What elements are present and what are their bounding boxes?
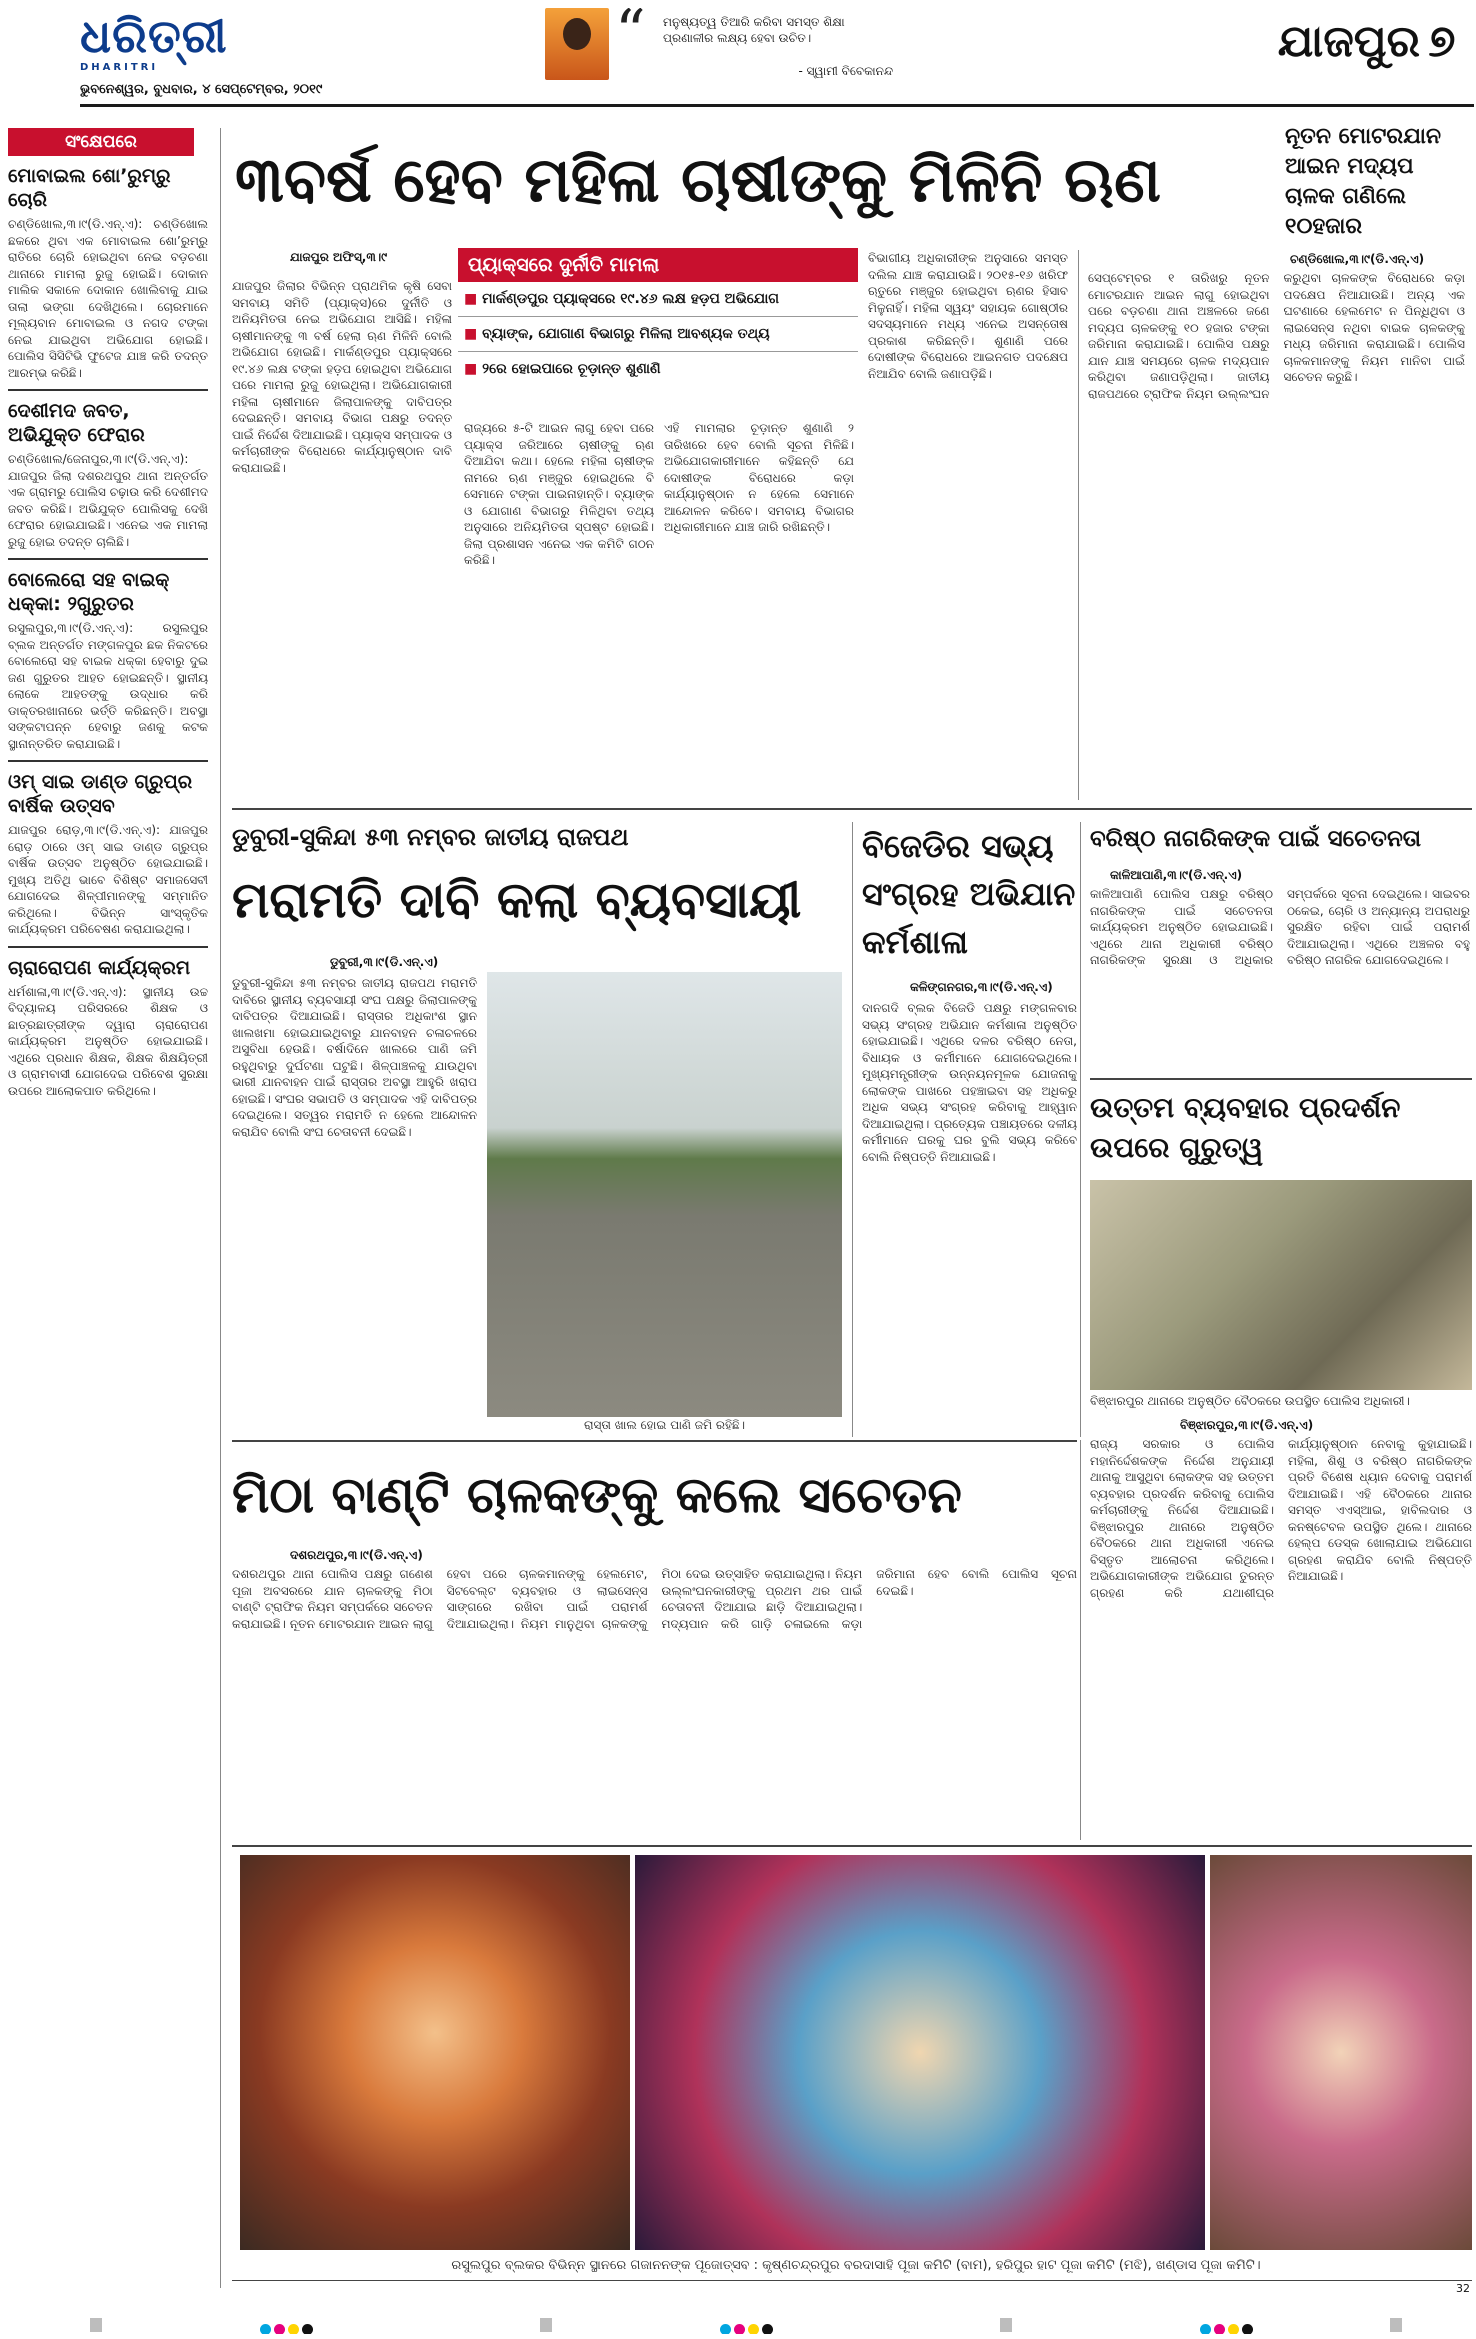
brief-title: ମୋବାଇଲ ଶୋ’ରୁମ୍‌ରୁ ଚୋରି — [8, 165, 171, 211]
masthead-logo — [80, 10, 240, 80]
fact-box-point — [458, 317, 858, 352]
color-registration-dots — [720, 2320, 790, 2334]
bjd-body: ଦାନଗଦି ବ୍ଲକ ବିଜେଡି ପକ୍ଷରୁ ମଙ୍ଗଳବାର ସଭ୍ୟ ସଂଗ୍ରହ ଅଭିଯାନ କର୍ମଶାଳା ଅନୁଷ୍ଠିତ ହୋଇଯାଇଛି। ଏଥିରେ ଦଳର ବରିଷ୍ଠ ନେତା, ବିଧାୟକ ଓ କର୍ମୀମାନେ ଯୋଗଦେଇଥିଲେ। ମୁଖ୍ୟମନ୍ତ୍ରୀଙ୍କ ଉନ୍ନୟନମୂଳକ ଯୋଜନାକୁ ଲୋକଙ୍କ ପାଖରେ ପହଞ୍ଚାଇବା ସହ ଅଧିକରୁ ଅଧିକ ସଭ୍ୟ ସଂଗ୍ରହ କରିବାକୁ ଆହ୍ୱାନ ଦିଆଯାଇଥିଲା। ପ୍ରତ୍ୟେକ ପଞ୍ଚାୟତରେ ଦଳୀୟ କର୍ମୀମାନେ ଘରକୁ ଘର ବୁଲି ସଭ୍ୟ କରିବେ ବୋଲି ନିଷ୍ପତ୍ତି ନିଆଯାଇଛି। — [862, 1001, 1077, 1164]
registration-dot — [1228, 2324, 1239, 2334]
pothole-road-photo — [487, 972, 842, 1417]
registration-block — [1390, 2318, 1402, 2332]
column-divider — [1080, 822, 1081, 1437]
conduct-headline: ଉତ୍ତମ ବ୍ୟବହାର ପ୍ରଦର୍ଶନ ଉପରେ ଗୁରୁତ୍ୱ — [1090, 1091, 1401, 1164]
registration-block — [540, 2318, 552, 2332]
police-meeting-photo — [1090, 1180, 1472, 1390]
brief-divider — [8, 760, 208, 762]
brief-item — [8, 956, 208, 1100]
motor-headline: ନୂତନ ମୋଟରଯାନ ଆଇନ ମଦ୍ୟପ ଚାଳକ ଗଣିଲେ ୧୦ହଜାର — [1285, 124, 1442, 239]
ganesh-idol-photo-right — [1210, 1855, 1472, 2250]
dateline: ଭୁବନେଶ୍ୱର, ବୁଧବାର, ୪ ସେପ୍ଟେମ୍ବର, ୨୦୧୯ — [80, 82, 323, 97]
brief-item — [8, 770, 208, 938]
brief-body: ଯାଜପୁର ରୋଡ଼,୩।୯(ଡି.ଏନ୍‌.ଏ): ଯାଜପୁର ରୋଡ଼ ଠାରେ ଓମ୍ ସାଇ ଡାଣ୍ଡ ଗ୍ରୁପ୍‌ର ବାର୍ଷିକ ଉତ୍ସବ ଅନୁଷ୍ଠିତ ହୋଇଯାଇଛି। ମୁଖ୍ୟ ଅତିଥି ଭାବେ ବିଶିଷ୍ଟ ସମାଜସେବୀ ଯୋଗଦେଇ ଶିଳ୍ପୀମାନଙ୍କୁ ସମ୍ମାନିତ କରିଥିଲେ। ବିଭିନ୍ନ ସାଂସ୍କୃତିକ କାର୍ଯ୍ୟକ୍ରମ ପରିବେଷଣ କରାଯାଇଥିଲା। — [8, 823, 208, 936]
registration-dot — [260, 2324, 271, 2334]
bjd-byline: କଳିଙ୍ଗନଗର,୩।୯(ଡି.ଏନ୍‌.ଏ) — [910, 980, 1053, 994]
registration-dot — [288, 2324, 299, 2334]
quote-mark-icon: “ — [615, 8, 646, 67]
registration-dot — [274, 2324, 285, 2334]
brief-title: ଦେଶୀମଦ ଜବତ, ଅଭିଯୁକ୍ତ ଫେରାର — [8, 400, 145, 446]
briefs-section-tag: ସଂକ୍ଷେପରେ — [8, 128, 194, 156]
briefs-column — [8, 128, 208, 2328]
conduct-photo-caption: ବିଞ୍ଝାରପୁର ଥାନାରେ ଅନୁଷ୍ଠିତ ବୈଠକରେ ଉପସ୍ଥିତ ପୋଲିସ ଅଧିକାରୀ। — [1090, 1394, 1410, 1408]
registration-dot — [762, 2324, 773, 2334]
lead-body-col1: ଯାଜପୁର ଜିଲାର ବିଭିନ୍ନ ପ୍ରାଥମିକ କୃଷି ସେବା ସମବାୟ ସମିତି (ପ୍ୟାକ୍ସ)ରେ ଦୁର୍ନୀତି ଓ ଅନିୟମିତତା ନେଇ ଅଭିଯୋଗ ଆସିଛି। ମହିଳା ଚାଷୀମାନଙ୍କୁ ୩ ବର୍ଷ ହେଲା ଋଣ ମିଳିନି ବୋଲି ଅଭିଯୋଗ ହୋଇଛି। ମାର୍କଣ୍ଡପୁର ପ୍ୟାକ୍ସରେ ୧୯.୪୬ ଲକ୍ଷ ଟଙ୍କା ହଡ଼ପ ହୋଇଥିବା ଅଭିଯୋଗ ପରେ ମାମଲା ରୁଜୁ ହୋଇଥିଲା। ଅଭିଯୋଗକାରୀ ମହିଳା ଚାଷୀମାନେ ଜିଲାପାଳଙ୍କୁ ଦାବିପତ୍ର ଦେଇଛନ୍ତି। ସମବାୟ ବିଭାଗ ପକ୍ଷରୁ ତଦନ୍ତ ପାଇଁ ନିର୍ଦ୍ଦେଶ ଦିଆଯାଇଛି। ପ୍ୟାକ୍ସ ସମ୍ପାଦକ ଓ କର୍ମଚାରୀଙ୍କ ବିରୋଧରେ କାର୍ଯ୍ୟାନୁଷ୍ଠାନ ଦାବି କରାଯାଇଛି। — [232, 279, 452, 475]
sheet-number: 32 — [1456, 2282, 1470, 2295]
logo-text: ଧରିତ୍ରୀ — [80, 10, 228, 63]
square-bullet-icon: ■ — [464, 326, 483, 342]
lead-fact-box — [458, 248, 858, 408]
masthead-rule — [80, 104, 1474, 107]
column-divider — [1078, 250, 1079, 800]
brief-item — [8, 568, 208, 752]
brief-body: ଚଣ୍ଡିଖୋଲ,୩।୯(ଡି.ଏନ୍‌.ଏ): ଚଣ୍ଡିଖୋଲ ଛକରେ ଥିବା ଏକ ମୋବାଇଲ ଶୋ’ରୁମ୍‌ରୁ ରାତିରେ ଚୋରି ହୋଇଥିବା ନେଇ ବଡ଼ଚଣା ଥାନାରେ ମାମଲା ରୁଜୁ ହୋଇଛି। ଦୋକାନ ମାଲିକ ସକାଳେ ଦୋକାନ ଖୋଲିବାକୁ ଯାଇ ତାଲା ଭଙ୍ଗା ଦେଖିଥିଲେ। ଚୋରମାନେ ମୂଲ୍ୟବାନ ମୋବାଇଲ ଓ ନଗଦ ଟଙ୍କା ନେଇ ଯାଇଥିବା ଅଭିଯୋଗ ହୋଇଛି। ପୋଲିସ ସିସିଟିଭି ଫୁଟେଜ ଯାଞ୍ଚ କରି ତଦନ୍ତ ଆରମ୍ଭ କରିଛି। — [8, 217, 208, 380]
square-bullet-icon: ■ — [464, 361, 483, 377]
conduct-body: ରାଜ୍ୟ ସରକାର ଓ ପୋଲିସ ମହାନିର୍ଦ୍ଦେଶକଙ୍କ ନିର୍ଦ୍ଦେଶ ଅନୁଯାୟୀ ଥାନାକୁ ଆସୁଥିବା ଲୋକଙ୍କ ସହ ଉତ୍ତମ ବ୍ୟବହାର ପ୍ରଦର୍ଶନ କରିବାକୁ ପୋଲିସ କର୍ମଚାରୀଙ୍କୁ ନିର୍ଦ୍ଦେଶ ଦିଆଯାଇଛି। ବିଞ୍ଝାରପୁର ଥାନାରେ ଅନୁଷ୍ଠିତ ବୈଠକରେ ଥାନା ଅଧିକାରୀ ଏନେଇ ବିସ୍ତୃତ ଆଲୋଚନା କରିଥିଲେ। ଅଭିଯୋଗକାରୀଙ୍କ ଅଭିଯୋଗ ତୁରନ୍ତ ଗ୍ରହଣ କରି ଯଥାଶୀଘ୍ର କାର୍ଯ୍ୟାନୁଷ୍ଠାନ ନେବାକୁ କୁହାଯାଇଛି। ମହିଳା, ଶିଶୁ ଓ ବରିଷ୍ଠ ନାଗରିକଙ୍କ ପ୍ରତି ବିଶେଷ ଧ୍ୟାନ ଦେବାକୁ ପରାମର୍ଶ ଦିଆଯାଇଛି। ଏହି ବୈଠକରେ ଥାନାର ସମସ୍ତ ଏଏସ୍‌ଆଇ, ହାବିଲଦାର ଓ କନଷ୍ଟେବଳ ଉପସ୍ଥିତ ଥିଲେ। ଥାନାରେ ହେଲ୍ପ ଡେସ୍କ ଖୋଲାଯାଇ ଅଭିଯୋଗ ଗ୍ରହଣ କରାଯିବ ବୋଲି ନିଷ୍ପତ୍ତି ନିଆଯାଇଛି। — [1090, 1437, 1472, 1600]
brief-divider — [8, 558, 208, 560]
fact-point-text: ୨ରେ ହୋଇପାରେ ଚୂଡ଼ାନ୍ତ ଶୁଣାଣି — [482, 361, 661, 377]
lead-headline: ୩ବର୍ଷ ହେବ ମହିଳା ଚାଷୀଙ୍କୁ ମିଳିନି ଋଣ — [235, 143, 1161, 216]
motor-body: ସେପ୍ଟେମ୍ବର ୧ ତାରିଖରୁ ନୂତନ ମୋଟରଯାନ ଆଇନ ଲାଗୁ ହୋଇଥିବା ପରେ ବଡ଼ଚଣା ଥାନା ଅଞ୍ଚଳରେ ଜଣେ ମଦ୍ୟପ ଚାଳକଙ୍କୁ ୧୦ ହଜାର ଟଙ୍କା ଜରିମାନା କରାଯାଇଛି। ପୋଲିସ ପକ୍ଷରୁ ଯାନ ଯାଞ୍ଚ ସମୟରେ ଚାଳକ ମଦ୍ୟପାନ କରିଥିବା ଜଣାପଡ଼ିଥିଲା। ଜାତୀୟ ରାଜପଥରେ ଟ୍ରାଫିକ ନିୟମ ଉଲ୍ଲଂଘନ କରୁଥିବା ଚାଳକଙ୍କ ବିରୋଧରେ କଡ଼ା ପଦକ୍ଷେପ ନିଆଯାଉଛି। ଅନ୍ୟ ଏକ ଘଟଣାରେ ହେଲମେଟ ନ ପିନ୍ଧିଥିବା ଓ ଲାଇସେନ୍ସ ନଥିବା ବାଇକ ଚାଳକଙ୍କୁ ମଧ୍ୟ ଜରିମାନା କରାଯାଇଛି। ପୋଲିସ ଚାଳକମାନଙ୍କୁ ନିୟମ ମାନିବା ପାଇଁ ସଚେତନ କରୁଛି। — [1088, 271, 1465, 401]
motor-byline: ଚଣ୍ଡିଖୋଲ,୩।୯(ଡି.ଏନ୍‌.ଏ) — [1290, 252, 1425, 266]
section-rule — [232, 1845, 1472, 1847]
road-kicker: ଡୁବୁରୀ-ସୁକିନ୍ଦା ୫୩ ନମ୍ବର ଜାତୀୟ ରାଜପଥ — [232, 823, 629, 851]
color-registration-dots — [260, 2320, 330, 2334]
lead-body-col2: ରାଜ୍ୟରେ ୫-ଟି ଆଇନ ଲାଗୁ ହେବା ପରେ ପ୍ୟାକ୍ସ ଜରିଆରେ ଚାଷୀଙ୍କୁ ଋଣ ଦିଆଯିବା କଥା। ହେଲେ ମହିଳା ଚାଷୀଙ୍କ ନାମରେ ଋଣ ମଞ୍ଜୁର ହୋଇଥିଲେ ବି ସେମାନେ ଟଙ୍କା ପାଇନାହାନ୍ତି। ବ୍ୟାଙ୍କ ଓ ଯୋଗାଣ ବିଭାଗରୁ ମିଳିଥିବା ତଥ୍ୟ ଅନୁସାରେ ଅନିୟମିତତା ସ୍ପଷ୍ଟ ହୋଇଛି। ଜିଲା ପ୍ରଶାସନ ଏନେଇ ଏକ କମିଟି ଗଠନ କରିଛି। — [464, 421, 654, 567]
registration-block — [1000, 2318, 1012, 2332]
road-byline: ଡୁବୁରୀ,୩।୯(ଡି.ଏନ୍‌.ଏ) — [330, 955, 439, 969]
registration-dot — [734, 2324, 745, 2334]
ganesh-idol-photo-middle — [635, 1855, 1205, 2250]
column-divider — [1080, 1440, 1081, 1840]
ganesh-idol-photo-left — [240, 1855, 630, 2250]
registration-dot — [1242, 2324, 1253, 2334]
brief-title: ବୋଲେରୋ ସହ ବାଇକ୍ ଧକ୍କା: ୨ଗୁରୁତର — [8, 569, 170, 615]
quote-text: ମନୁଷ୍ୟତ୍ୱ ତିଆରି କରିବା ସମସ୍ତ ଶିକ୍ଷା ପ୍ରଣାଳୀର ଲକ୍ଷ୍ୟ ହେବା ଉଚିତ। — [663, 15, 845, 45]
brief-body: ରସୁଲପୁର,୩।୯(ଡି.ଏନ୍‌.ଏ): ରସୁଲପୁର ବ୍ଲକ ଅନ୍ତର୍ଗତ ମଙ୍ଗଳପୁର ଛକ ନିକଟରେ ବୋଲେରୋ ସହ ବାଇକ ଧକ୍କା ହେବାରୁ ଦୁଇ ଜଣ ଗୁରୁତର ଆହତ ହୋଇଛନ୍ତି। ସ୍ଥାନୀୟ ଲୋକେ ଆହତଙ୍କୁ ଉଦ୍ଧାର କରି ଡାକ୍ତରଖାନାରେ ଭର୍ତ୍ତି କରିଛନ୍ତି। ଅବସ୍ଥା ସଙ୍କଟାପନ୍ନ ହେବାରୁ ଜଣକୁ କଟକ ସ୍ଥାନାନ୍ତରିତ କରାଯାଇଛି। — [8, 621, 208, 751]
brief-title: ଚାରାରୋପଣ କାର୍ଯ୍ୟକ୍ରମ — [8, 956, 191, 979]
section-rule — [1090, 1078, 1472, 1080]
brief-divider — [8, 946, 208, 948]
column-divider — [220, 128, 221, 2288]
brief-body: ଧର୍ମଶାଳା,୩।୯(ଡି.ଏନ୍‌.ଏ): ସ୍ଥାନୀୟ ଉଚ୍ଚ ବିଦ୍ୟାଳୟ ପରିସରରେ ଶିକ୍ଷକ ଓ ଛାତ୍ରଛାତ୍ରୀଙ୍କ ଦ୍ୱାରା ଚାରାରୋପଣ କାର୍ଯ୍ୟକ୍ରମ ଅନୁଷ୍ଠିତ ହୋଇଯାଇଛି। ଏଥିରେ ପ୍ରଧାନ ଶିକ୍ଷକ, ଶିକ୍ଷକ ଶିକ୍ଷୟିତ୍ରୀ ଓ ଗ୍ରାମବାସୀ ଯୋଗଦେଇ ପରିବେଶ ସୁରକ୍ଷା ଉପରେ ଆଲୋକପାତ କରିଥିଲେ। — [8, 984, 208, 1098]
registration-dot — [1214, 2324, 1225, 2334]
square-bullet-icon: ■ — [464, 291, 483, 307]
column-divider — [852, 822, 853, 1437]
registration-block — [90, 2318, 102, 2332]
registration-dot — [302, 2324, 313, 2334]
sweets-body: ଦଶରଥପୁର ଥାନା ପୋଲିସ ପକ୍ଷରୁ ଗଣେଶ ପୂଜା ଅବସରରେ ଯାନ ଚାଳକଙ୍କୁ ମିଠା ବାଣ୍ଟି ଟ୍ରାଫିକ ନିୟମ ସମ୍ପର୍କରେ ସଚେତନ କରାଯାଇଛି। ନୂତନ ମୋଟରଯାନ ଆଇନ ଲାଗୁ ହେବା ପରେ ଚାଳକମାନଙ୍କୁ ହେଲମେଟ, ସିଟବେଲ୍ଟ ବ୍ୟବହାର ଓ ଲାଇସେନ୍ସ ସାଙ୍ଗରେ ରଖିବା ପାଇଁ ପରାମର୍ଶ ଦିଆଯାଇଥିଲା। ନିୟମ ମାନୁଥିବା ଚାଳକଙ୍କୁ ମିଠା ଦେଇ ଉତ୍ସାହିତ କରାଯାଇଥିଲା। ନିୟମ ଉଲ୍ଲଂଘନକାରୀଙ୍କୁ ପ୍ରଥମ ଥର ପାଇଁ ଚେତାବନୀ ଦିଆଯାଇ ଛାଡ଼ି ଦିଆଯାଇଥିଲା। ମଦ୍ୟପାନ କରି ଗାଡ଼ି ଚଳାଇଲେ କଡ଼ା ଜରିମାନା ହେବ ବୋଲି ପୋଲିସ ସୂଚନା ଦେଇଛି। — [232, 1567, 1077, 1631]
road-photo-caption: ରାସ୍ତା ଖାଲ ହୋଇ ପାଣି ଜମି ରହିଛି। — [583, 1418, 745, 1432]
color-registration-dots — [1200, 2320, 1270, 2334]
senior-headline: ବରିଷ୍ଠ ନାଗରିକଙ୍କ ପାଇଁ ସଚେତନତା — [1090, 826, 1422, 852]
brief-title: ଓମ୍ ସାଇ ଡାଣ୍ଡ ଗ୍ରୁପ୍‌ର ବାର୍ଷିକ ଉତ୍ସବ — [8, 771, 193, 817]
road-body: ଡୁବୁରୀ-ସୁକିନ୍ଦା ୫୩ ନମ୍ବର ଜାତୀୟ ରାଜପଥ ମରାମତି ଦାବିରେ ସ୍ଥାନୀୟ ବ୍ୟବସାୟୀ ସଂଘ ପକ୍ଷରୁ ଜିଲାପାଳଙ୍କୁ ଦାବିପତ୍ର ଦିଆଯାଇଛି। ରାସ୍ତାର ଅଧିକାଂଶ ସ୍ଥାନ ଖାଲଖମା ହୋଇଯାଇଥିବାରୁ ଯାନବାହନ ଚଳାଚଳରେ ଅସୁବିଧା ହେଉଛି। ବର୍ଷାଦିନେ ଖାଲରେ ପାଣି ଜମି ରହୁଥିବାରୁ ଦୁର୍ଘଟଣା ଘଟୁଛି। ଶିଳ୍ପାଞ୍ଚଳକୁ ଯାଉଥିବା ଭାରୀ ଯାନବାହନ ପାଇଁ ରାସ୍ତାର ଅବସ୍ଥା ଆହୁରି ଖରାପ ହୋଇଛି। ସଂଘର ସଭାପତି ଓ ସମ୍ପାଦକ ଏହି ଦାବିପତ୍ର ଦେଇଥିଲେ। ସତ୍ୱର ମରାମତି ନ ହେଲେ ଆନ୍ଦୋଳନ କରାଯିବ ବୋଲି ସଂଘ ଚେତାବନୀ ଦେଇଛି। — [232, 976, 477, 1139]
brief-item — [8, 164, 208, 381]
section-rule — [232, 1440, 1077, 1442]
bjd-headline: ବିଜେଡିର ସଭ୍ୟ ସଂଗ୍ରହ ଅଭିଯାନ କର୍ମଶାଳା — [862, 827, 1076, 961]
registration-dot — [748, 2324, 759, 2334]
fact-box-point — [458, 282, 858, 317]
fact-box-title: ପ୍ୟାକ୍ସରେ ଦୁର୍ନୀତି ମାମଲା — [458, 248, 858, 282]
ganesh-photo-caption: ରସୁଲପୁର ବ୍ଲକର ବିଭିନ୍ନ ସ୍ଥାନରେ ଗଜାନନଙ୍କ ପୂଜୋତ୍ସବ : କୃଷ୍ଣଚନ୍ଦ୍ରପୁର ବରଦାସାହି ପୂଜା କମିଟି (ବାମ), ହରିପୁର ହାଟ ପୂଜା କମିଟି (ମଝି), ଖଣ୍ଡାସ ପୂଜା କମିଟି। — [451, 2258, 1261, 2273]
lead-body-col3: ଏହି ମାମଲାର ଚୂଡ଼ାନ୍ତ ଶୁଣାଣି ୨ ତାରିଖରେ ହେବ ବୋଲି ସୂଚନା ମିଳିଛି। ଅଭିଯୋଗକାରୀମାନେ କହିଛନ୍ତି ଯେ ଦୋଷୀଙ୍କ ବିରୋଧରେ କଡ଼ା କାର୍ଯ୍ୟାନୁଷ୍ଠାନ ନ ହେଲେ ସେମାନେ ଆନ୍ଦୋଳନ କରିବେ। ସମବାୟ ବିଭାଗର ଅଧିକାରୀମାନେ ଯାଞ୍ଚ ଜାରି ରଖିଛନ୍ତି। — [664, 421, 854, 534]
fact-point-text: ବ୍ୟାଙ୍କ, ଯୋଗାଣ ବିଭାଗରୁ ମିଳିଲା ଆବଶ୍ୟକ ତଥ୍ୟ — [482, 326, 770, 342]
registration-dot — [1200, 2324, 1211, 2334]
footer-rule — [232, 2280, 1472, 2281]
sweets-headline: ମିଠା ବାଣ୍ଟି ଚାଳକଙ୍କୁ କଲେ ସଚେତନ — [232, 1466, 962, 1524]
conduct-byline: ବିଞ୍ଝାରପୁର,୩।୯(ଡି.ଏନ୍‌.ଏ) — [1180, 1418, 1314, 1432]
fact-point-text: ମାର୍କଣ୍ଡପୁର ପ୍ୟାକ୍ସରେ ୧୯.୪୬ ଲକ୍ଷ ହଡ଼ପ ଅଭିଯୋଗ — [482, 291, 780, 307]
quote-box — [545, 8, 895, 84]
road-headline: ମରାମତି ଦାବି କଲା ବ୍ୟବସାୟୀ — [232, 871, 802, 929]
logo-subtitle: DHARITRI — [80, 62, 159, 73]
sweets-byline: ଦଶରଥପୁର,୩।୯(ଡି.ଏନ୍‌.ଏ) — [290, 1548, 423, 1562]
lead-byline: ଯାଜପୁର ଅଫିସ୍,୩।୯ — [290, 250, 388, 264]
section-rule — [232, 808, 1472, 810]
district-name: ଯାଜପୁର — [1277, 16, 1420, 67]
quote-author: - ସ୍ୱାମୀ ବିବେକାନନ୍ଦ — [798, 64, 893, 78]
page-number: ୭ — [1428, 16, 1456, 67]
lead-body-col4: ବିଭାଗୀୟ ଅଧିକାରୀଙ୍କ ଅନୁସାରେ ସମସ୍ତ ଦଲିଲ ଯାଞ୍ଚ କରାଯାଉଛି। ୨୦୧୫-୧୬ ଖରିଫ ଋତୁରେ ମଞ୍ଜୁର ହୋଇଥିବା ଋଣର ହିସାବ ମିଳୁନାହିଁ। ମହିଳା ସ୍ୱୟଂ ସହାୟକ ଗୋଷ୍ଠୀର ସଦସ୍ୟମାନେ ମଧ୍ୟ ଏନେଇ ଅସନ୍ତୋଷ ପ୍ରକାଶ କରିଛନ୍ତି। ଶୁଣାଣି ପରେ ଦୋଷୀଙ୍କ ବିରୋଧରେ ଆଇନଗତ ପଦକ୍ଷେପ ନିଆଯିବ ବୋଲି ଜଣାପଡ଼ିଛି। — [868, 251, 1068, 381]
vivekananda-portrait — [545, 8, 609, 80]
brief-body: ଚଣ୍ଡିଖୋଲ/ଜେନାପୁର,୩।୯(ଡି.ଏନ୍‌.ଏ): ଯାଜପୁର ଜିଲା ଦଶରଥପୁର ଥାନା ଅନ୍ତର୍ଗତ ଏକ ଗ୍ରାମରୁ ପୋଲିସ ଚଢ଼ାଉ କରି ଦେଶୀମଦ ଜବତ କରିଛି। ଅଭିଯୁକ୍ତ ପୋଲିସକୁ ଦେଖି ଫେରାର ହୋଇଯାଇଛି। ଏନେଇ ଏକ ମାମଲା ରୁଜୁ ହୋଇ ତଦନ୍ତ ଚାଲିଛି। — [8, 452, 208, 549]
senior-byline: କାଳିଆପାଣି,୩।୯(ଡି.ଏନ୍‌.ଏ) — [1110, 868, 1243, 882]
senior-body: କାଳିଆପାଣି ପୋଲିସ ପକ୍ଷରୁ ବରିଷ୍ଠ ନାଗରିକଙ୍କ ପାଇଁ ସଚେତନତା କାର୍ଯ୍ୟକ୍ରମ ଅନୁଷ୍ଠିତ ହୋଇଯାଇଛି। ଏଥିରେ ଥାନା ଅଧିକାରୀ ବରିଷ୍ଠ ନାଗରିକଙ୍କ ସୁରକ୍ଷା ଓ ଅଧିକାର ସମ୍ପର୍କରେ ସୂଚନା ଦେଇଥିଲେ। ସାଇବର ଠକେଇ, ଚୋରି ଓ ଅନ୍ୟାନ୍ୟ ଅପରାଧରୁ ସୁରକ୍ଷିତ ରହିବା ପାଇଁ ପରାମର୍ଶ ଦିଆଯାଇଥିଲା। ଏଥିରେ ଅଞ୍ଚଳର ବହୁ ବରିଷ୍ଠ ନାଗରିକ ଯୋଗଦେଇଥିଲେ। — [1090, 887, 1470, 967]
registration-dot — [720, 2324, 731, 2334]
brief-item — [8, 399, 208, 550]
fact-box-point — [458, 352, 858, 386]
brief-divider — [8, 389, 208, 391]
